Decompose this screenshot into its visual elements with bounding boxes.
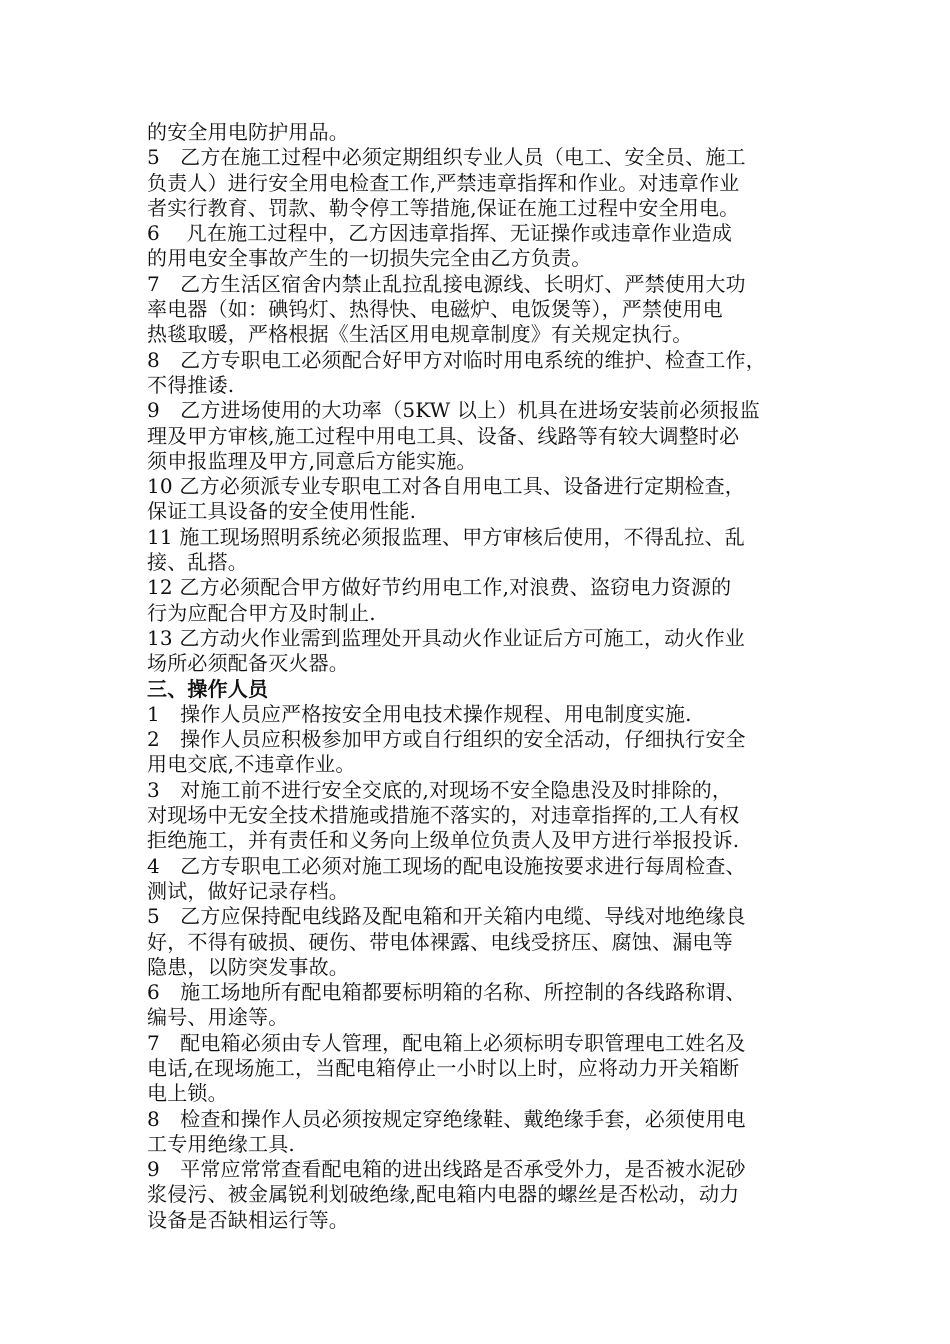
text-line: 电上锁。 — [147, 1081, 228, 1106]
text-line: 编号、用途等。 — [147, 1005, 289, 1030]
text-line: 对现场中无安全技术措施或措施不落实的，对违章指挥的,工人有权 — [147, 803, 740, 828]
text-line: 接、乱搭。 — [147, 550, 248, 575]
text-line: 保证工具设备的安全使用性能. — [147, 499, 417, 524]
text-line: 9 乙方进场使用的大功率（5KW 以上）机具在进场安装前必须报监 — [147, 398, 760, 423]
text-line: 2 操作人员应积极参加甲方或自行组织的安全活动，仔细执行安全 — [147, 727, 746, 752]
text-line: 1 操作人员应严格按安全用电技术操作规程、用电制度实施. — [147, 701, 692, 726]
text-line: 11 施工现场照明系统必须报监理、甲方审核后使用，不得乱拉、乱 — [147, 524, 746, 549]
text-line: 负责人）进行安全用电检查工作,严禁违章指挥和作业。对违章作业 — [147, 170, 740, 195]
text-line: 拒绝施工，并有责任和义务向上级单位负责人及甲方进行举报投诉. — [147, 828, 740, 853]
text-line: 工专用绝缘工具. — [147, 1131, 295, 1156]
text-line: 用电交底,不违章作业。 — [147, 752, 356, 777]
text-line: 13 乙方动火作业需到监理处开具动火作业证后方可施工，动火作业 — [147, 625, 746, 650]
text-line: 率电器（如：碘钨灯、热得快、电磁炉、电饭煲等），严禁使用电 — [147, 297, 723, 322]
text-line: 电话,在现场施工，当配电箱停止一小时以上时，应将动力开关箱断 — [147, 1055, 740, 1080]
text-line: 须申报监理及甲方,同意后方能实施。 — [147, 448, 477, 473]
text-line: 浆侵污、被金属锐利划破绝缘,配电箱内电器的螺丝是否松动，动力 — [147, 1182, 740, 1207]
text-line: 的用电安全事故产生的一切损失完全由乙方负责。 — [147, 246, 592, 271]
text-line: 5 乙方应保持配电线路及配电箱和开关箱内电缆、导线对地绝缘良 — [147, 904, 746, 929]
text-line: 理及甲方审核,施工过程中用电工具、设备、线路等有较大调整时必 — [147, 423, 740, 448]
text-line: 7 乙方生活区宿舍内禁止乱拉乱接电源线、长明灯、严禁使用大功 — [147, 271, 746, 296]
text-line: 的安全用电防护用品。 — [147, 120, 349, 144]
text-line: 4 乙方专职电工必须对施工现场的配电设施按要求进行每周检查、 — [147, 853, 746, 878]
text-line: 7 配电箱必须由专人管理，配电箱上必须标明专职管理电工姓名及 — [147, 1030, 746, 1055]
section-heading: 三、操作人员 — [147, 676, 269, 701]
text-line: 5 乙方在施工过程中必须定期组织专业人员（电工、安全员、施工 — [147, 145, 746, 170]
text-line: 场所必须配备灭火器。 — [147, 651, 349, 676]
text-line: 设备是否缺相运行等。 — [147, 1207, 349, 1232]
text-line: 3 对施工前不进行安全交底的,对现场不安全隐患没及时排除的， — [147, 777, 733, 802]
text-line: 6 凡在施工过程中，乙方因违章指挥、无证操作或违章作业造成 — [147, 221, 733, 246]
document-body — [147, 120, 812, 1233]
text-line: 热毯取暖，严格根据《生活区用电规章制度》有关规定执行。 — [147, 322, 693, 347]
text-line: 10 乙方必须派专业专职电工对各自用电工具、设备进行定期检查， — [147, 474, 746, 499]
text-line: 9 平常应常常查看配电箱的进出线路是否承受外力，是否被水泥砂 — [147, 1157, 746, 1182]
text-line: 行为应配合甲方及时制止. — [147, 600, 376, 625]
text-line: 测试，做好记录存档。 — [147, 878, 349, 903]
text-line: 好，不得有破损、硬伤、带电体裸露、电线受挤压、腐蚀、漏电等 — [147, 929, 733, 954]
text-line: 12 乙方必须配合甲方做好节约用电工作,对浪费、盗窃电力资源的 — [147, 575, 732, 600]
text-line: 不得推诿. — [147, 372, 235, 397]
text-line: 8 检查和操作人员必须按规定穿绝缘鞋、戴绝缘手套，必须使用电 — [147, 1106, 746, 1131]
text-line: 8 乙方专职电工必须配合好甲方对临时用电系统的维护、检查工作， — [147, 347, 766, 372]
text-line: 者实行教育、罚款、勒令停工等措施,保证在施工过程中安全用电。 — [147, 195, 740, 220]
text-line: 隐患，以防突发事故。 — [147, 954, 349, 979]
text-line: 6 施工场地所有配电箱都要标明箱的名称、所控制的各线路称谓、 — [147, 980, 746, 1005]
